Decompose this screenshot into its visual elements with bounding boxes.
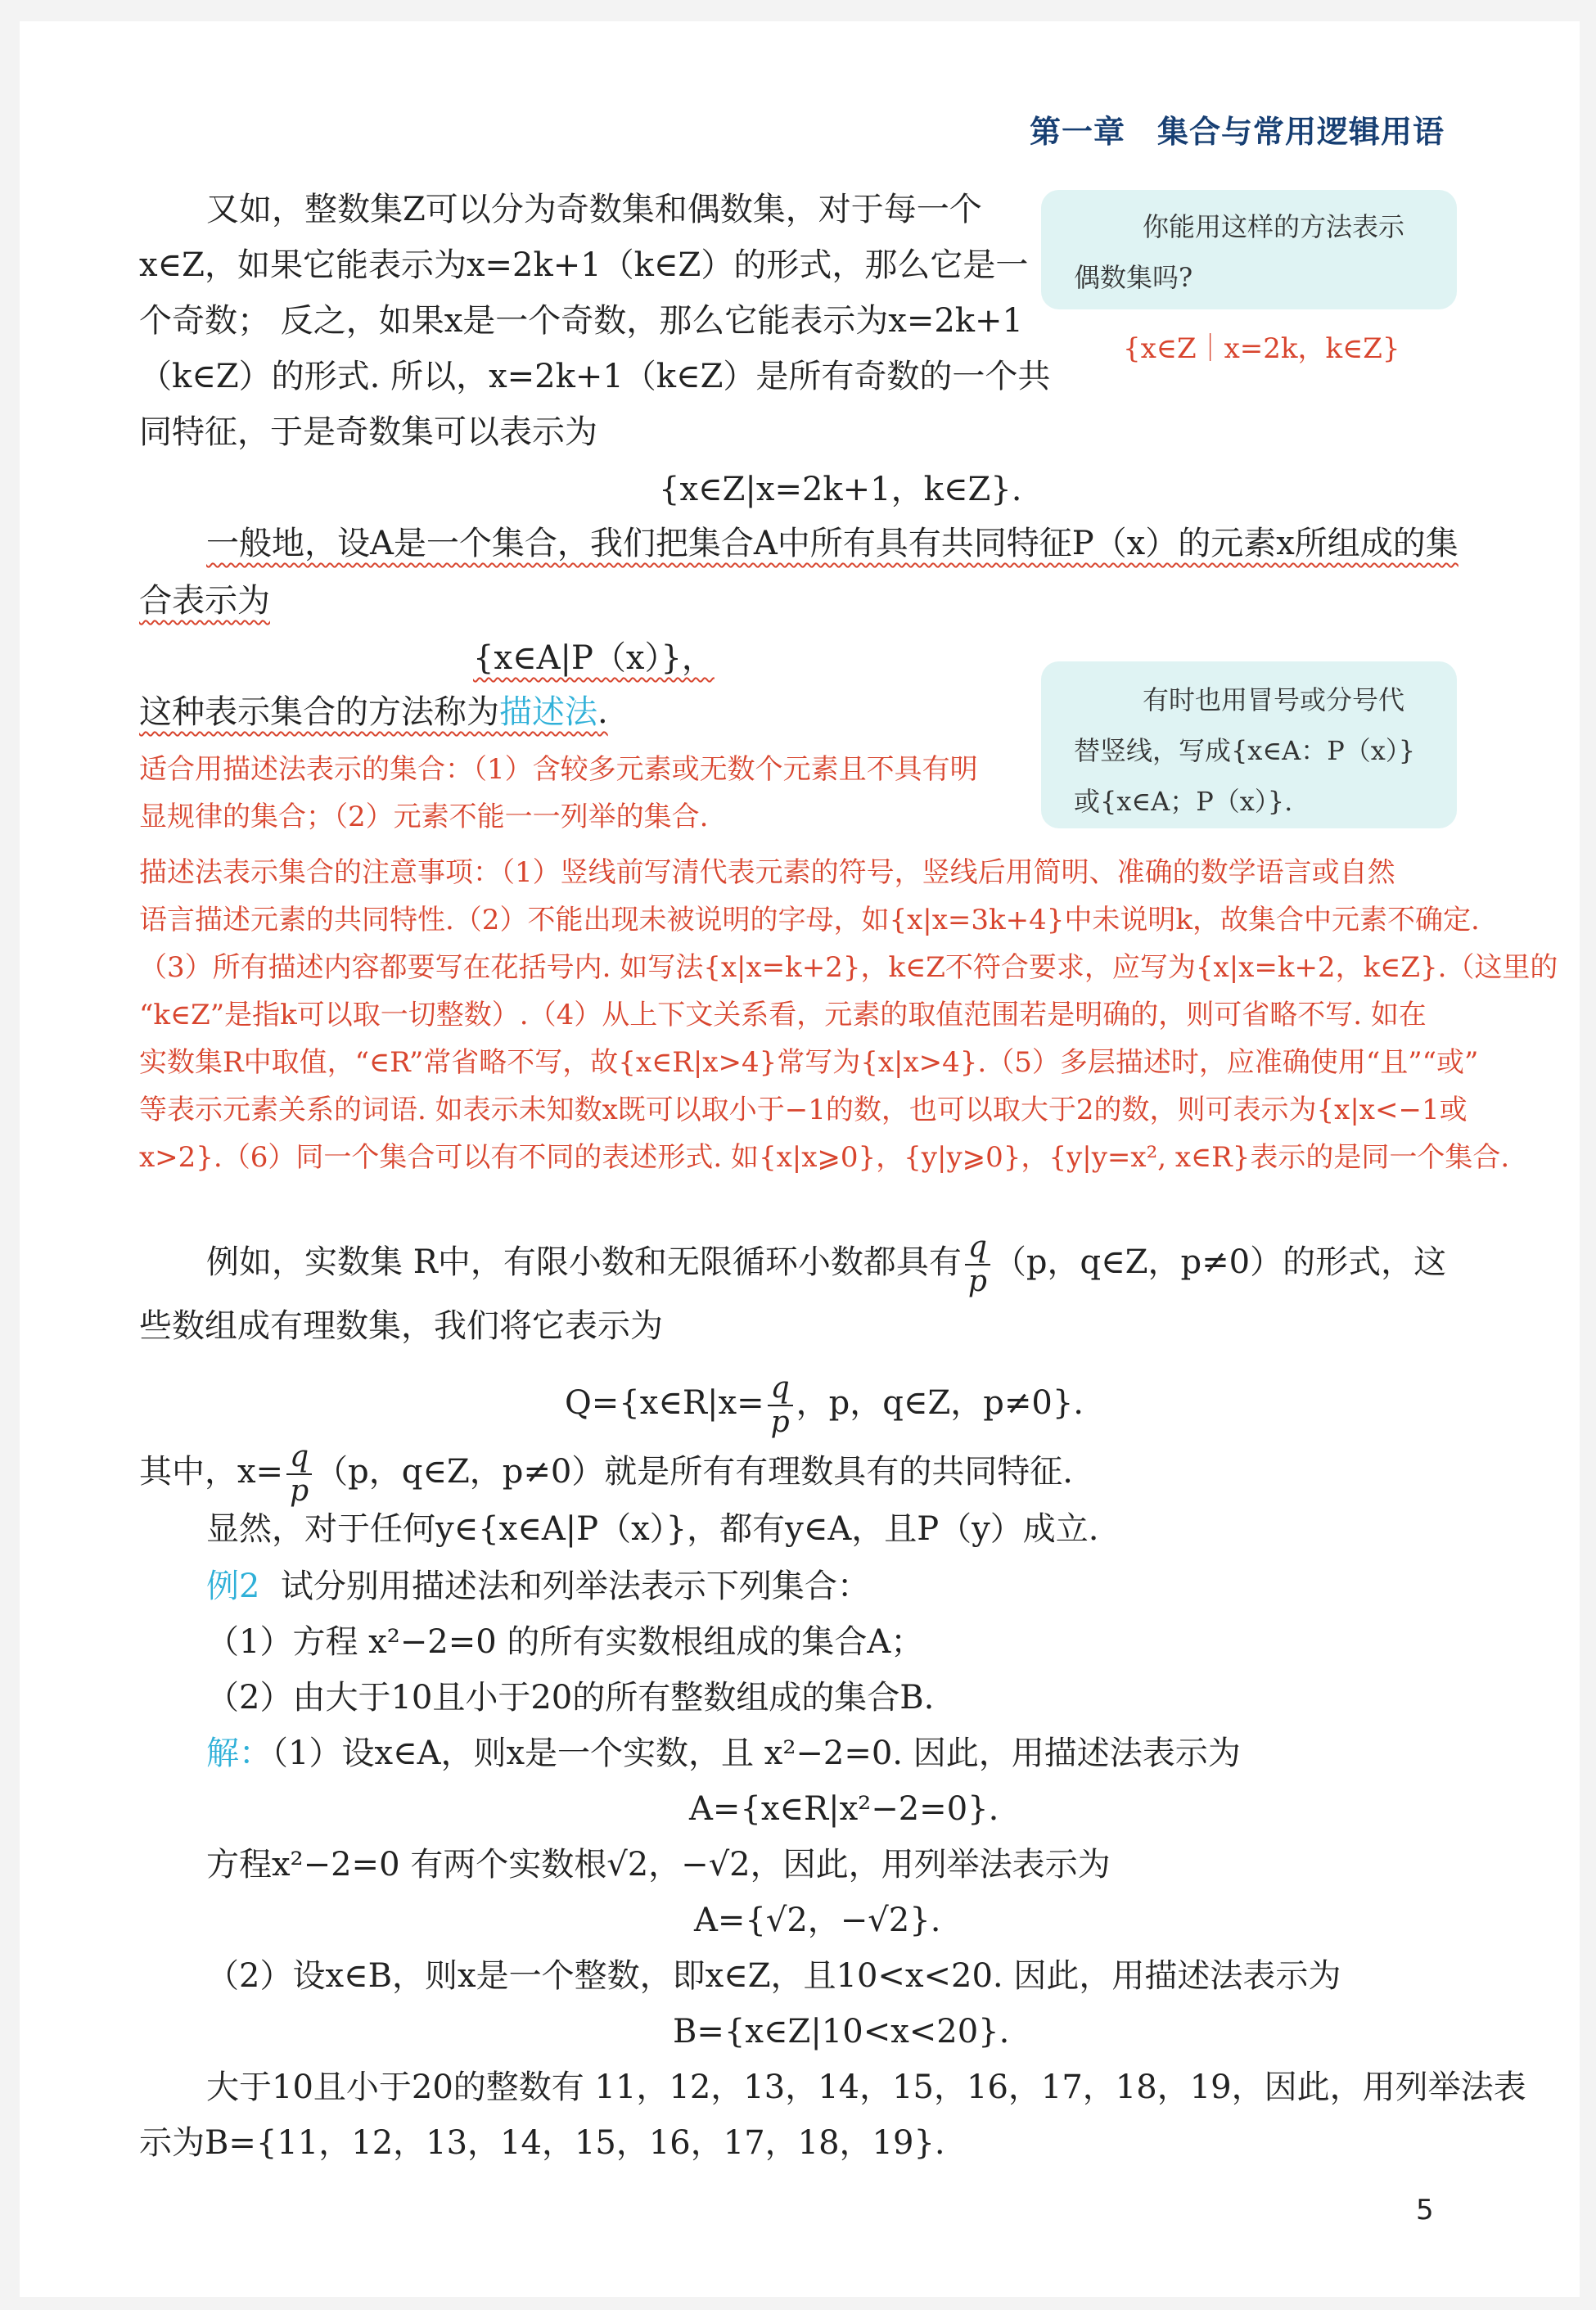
para1-line5: 同特征，于是奇数集可以表示为 — [139, 413, 597, 451]
side-tip-line2: 替竖线，写成{x∈A：P（x）} — [1074, 735, 1416, 766]
note2-line: （3）所有描述内容都要写在花括号内. 如写法{x|x=k+2}，k∈Z不符合要求，应写为{x|x=k+2，k∈Z}.（这里的 — [139, 951, 1558, 984]
example-question1: （1）方程 x²−2=0 的所有实数根组成的集合A； — [206, 1623, 924, 1661]
side-tip-line3: 或{x∈A；P（x）}. — [1074, 786, 1293, 817]
fraction-denominator: p — [290, 1474, 309, 1508]
fraction-q-over-p — [768, 1372, 793, 1439]
side-question-line2: 偶数集吗? — [1074, 262, 1193, 293]
definition-line3 — [139, 689, 608, 735]
example-label: 例2 — [206, 1568, 260, 1605]
para2-line3-tail: （p，q∈Z，p≠0）就是所有有理数具有的共同特征. — [315, 1453, 1074, 1491]
chapter-header: 第一章 集合与常用逻辑用语 — [1030, 114, 1445, 150]
definition-line3-text: 这种表示集合的方法称为 — [139, 693, 499, 731]
solution-label: 解： — [206, 1735, 272, 1772]
note2-line: 实数集R中取值，“∈R”常省略不写，故{x∈R|x>4}常写为{x|x>4}.（5）多层描述时，应准确使用“且”“或” — [139, 1046, 1479, 1079]
definition-line2: 合表示为 — [139, 582, 270, 620]
para1-line1: 又如，整数集Z可以分为奇数集和偶数集，对于每一个 — [206, 191, 982, 228]
solution-step1-text: （1）设x∈A，则x是一个实数，且 x²−2=0. 因此，用描述法表示为 — [272, 1735, 1241, 1772]
rational-formula-head: Q={x∈R|x= — [565, 1384, 764, 1422]
rational-set-formula — [565, 1372, 1084, 1439]
solution-formula1: A={x∈R|x²−2=0}. — [689, 1790, 999, 1828]
fraction-q-over-p — [965, 1231, 990, 1298]
note2-line: 描述法表示集合的注意事项：（1）竖线前写清代表元素的符号，竖线后用简明、准确的数学语言或自然 — [139, 856, 1395, 889]
example-title: 试分别用描述法和列举法表示下列集合： — [280, 1568, 870, 1605]
note2-line: “k∈Z”是指k可以取一切整数）.（4）从上下文关系看，元素的取值范围若是明确的，则可省略不写. 如在 — [139, 999, 1427, 1031]
side-tip-line1: 有时也用冒号或分号代 — [1143, 684, 1405, 715]
page-number: 5 — [1416, 2194, 1434, 2227]
fraction-numerator: q — [286, 1441, 312, 1475]
definition-line1: 一般地，设A是一个集合，我们把集合A中所有具有共同特征P（x）的元素x所组成的集 — [206, 525, 1458, 562]
solution-formula2: A={√2，−√2}. — [694, 1902, 941, 1939]
rational-formula-tail: ，p，q∈Z，p≠0}. — [796, 1384, 1084, 1422]
solution-step5: 示为B={11，12，13，14，15，16，17，18，19}. — [139, 2124, 945, 2162]
fraction-numerator: q — [965, 1231, 990, 1266]
para2-line1-tail: （p，q∈Z，p≠0）的形式，这 — [993, 1243, 1447, 1281]
solution-step3: （2）设x∈B，则x是一个整数，即x∈Z，且10<x<20. 因此，用描述法表示为 — [206, 1957, 1341, 1995]
note2-line: 等表示元素关系的词语. 如表示未知数x既可以取小于−1的数，也可以取大于2的数，则可表示为{x|x<−1或 — [139, 1094, 1468, 1126]
fraction-denominator: p — [770, 1405, 790, 1439]
example-question2: （2）由大于10且小于20的所有整数组成的集合B. — [206, 1679, 935, 1717]
para2-line1-text: 例如，实数集 R中，有限小数和无限循环小数都具有 — [206, 1243, 962, 1281]
para2-line3 — [139, 1441, 1073, 1508]
description-formula: {x∈A|P（x）}， — [473, 639, 715, 677]
example2-heading — [206, 1563, 870, 1609]
note1-line1: 适合用描述法表示的集合：（1）含较多元素或无数个元素且不具有明 — [139, 753, 978, 786]
solution-step1 — [206, 1730, 1241, 1776]
fraction-q-over-p — [286, 1441, 312, 1508]
para2-line2: 些数组成有理数集，我们将它表示为 — [139, 1307, 663, 1345]
side-tip-box — [1041, 661, 1457, 828]
fraction-numerator: q — [768, 1372, 793, 1406]
solution-step2: 方程x²−2=0 有两个实数根√2，−√2，因此，用列举法表示为 — [206, 1846, 1111, 1884]
note1-line2: 显规律的集合；（2）元素不能一一列举的集合. — [139, 801, 709, 833]
definition-line3-period: . — [597, 693, 608, 731]
fraction-denominator: p — [967, 1265, 987, 1298]
solution-step4: 大于10且小于20的整数有 11，12，13，14，15，16，17，18，19，因此，用列举法表 — [206, 2069, 1526, 2106]
note2-line: 语言描述元素的共同特性.（2）不能出现未被说明的字母，如{x|x=3k+4}中未说明k，故集合中元素不确定. — [139, 904, 1480, 936]
para1-line2: x∈Z，如果它能表示为x=2k+1（k∈Z）的形式，那么它是一 — [139, 246, 1029, 284]
para2-line1 — [206, 1231, 1446, 1298]
para1-line4: （k∈Z）的形式. 所以，x=2k+1（k∈Z）是所有奇数的一个共 — [139, 358, 1051, 395]
side-question-box — [1041, 190, 1457, 309]
side-answer: {x∈Z｜x=2k，k∈Z} — [1123, 332, 1400, 365]
para1-line3: 个奇数； 反之，如果x是一个奇数，那么它能表示为x=2k+1 — [139, 302, 1023, 340]
para2-line4: 显然，对于任何y∈{x∈A|P（x）}，都有y∈A，且P（y）成立. — [206, 1510, 1099, 1548]
solution-formula3: B={x∈Z|10<x<20}. — [673, 2013, 1010, 2051]
odd-set-formula: {x∈Z|x=2k+1，k∈Z}. — [659, 471, 1022, 508]
note2-line: x>2}.（6）同一个集合可以有不同的表述形式. 如{x|x⩾0}，{y|y⩾0}，{y|y=x², x∈R}表示的是同一个集合. — [139, 1141, 1510, 1174]
side-question-line1: 你能用这样的方法表示 — [1143, 211, 1405, 242]
term-description-method: 描述法 — [499, 693, 597, 731]
para2-line3-head: 其中，x= — [139, 1453, 284, 1491]
